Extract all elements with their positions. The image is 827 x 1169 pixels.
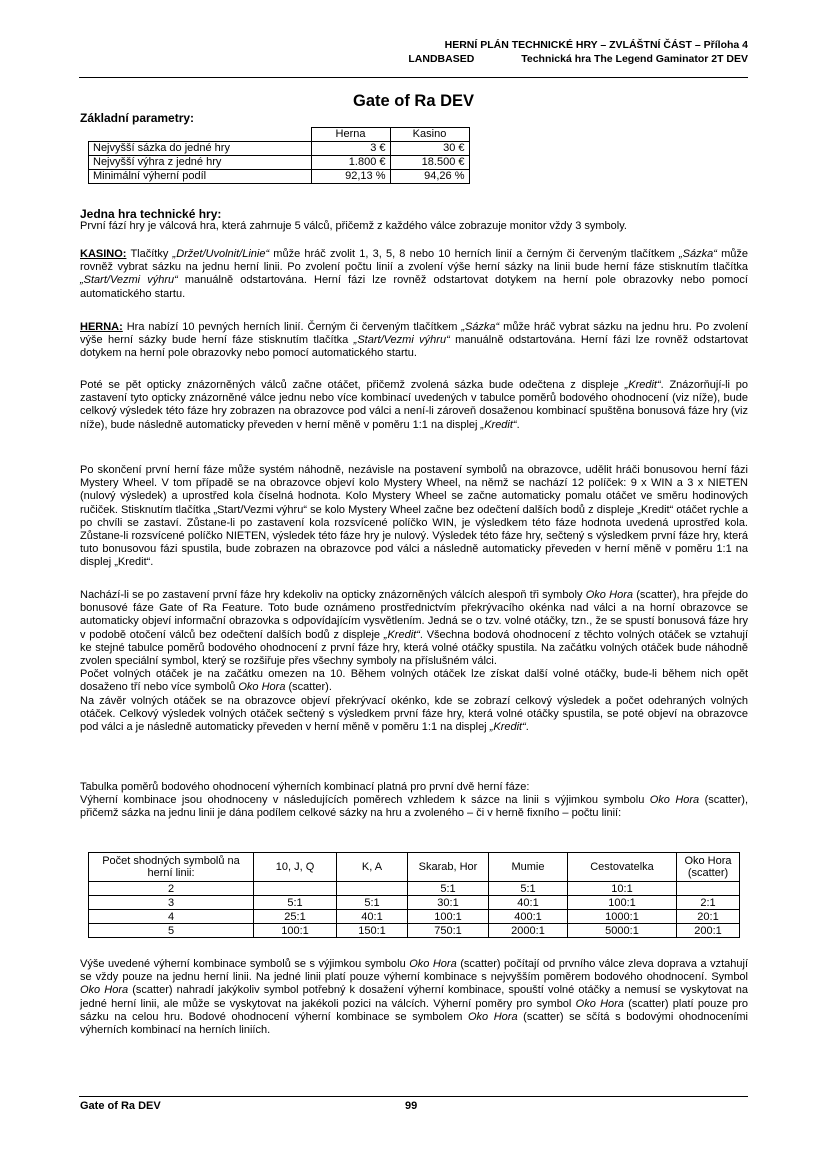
table-row: 3 5:1 5:1 30:1 40:1 100:1 2:1 (89, 896, 740, 910)
header-line-2 (408, 52, 748, 66)
paytable-intro: Tabulka poměrů bodového ohodnocení výherních kombinací platná pro první dvě herní fáze: Výherní kombinace jsou ohodnoceny v následujících poměrech vzhledem k sázce na linii s výjimkou symbolu Oko Hora (scatter), přičemž sázka na jednu linii je dána podílem celkové sázky na hru a zvoleného – či v herně fixního – počtu linií: (80, 781, 748, 820)
game-heading: Jedna hra technické hry: (80, 207, 222, 221)
header-line-1: HERNÍ PLÁN TECHNICKÉ HRY – ZVLÁŠTNÍ ČÁST – Příloha 4 (444, 39, 748, 51)
col-kasino: Kasino (390, 128, 469, 142)
params-table (88, 127, 470, 184)
table-row: 2 5:1 5:1 10:1 (89, 882, 740, 896)
page-header (408, 38, 748, 66)
col-herna: Herna (311, 128, 390, 142)
params-heading: Základní parametry: (80, 111, 195, 125)
herna-paragraph: HERNA: Hra nabízí 10 pevných herních linií. Černým či červeným tlačítkem „Sázka“ může hráč vybrat sázku na jednu hru. Po zvolení výše herní sázky bude herní fáze stisknutím tlačítka „Start/Vezmi výhru“ manuálně odstartována. Herní fázi lze rovněž odstartovat dotykem na herní pole obrazovky nebo pomocí automatického startu. (80, 321, 748, 360)
kasino-keyword: KASINO: (80, 248, 127, 260)
footer-divider (79, 1096, 748, 1097)
mystery-wheel-paragraph: Po skončení první herní fáze může systém náhodně, nezávisle na postavení symbolů na obrazovce, udělit hráči bonusovou herní fázi Mystery Wheel. V tom případě se na obrazovce objeví kolo Mystery Wheel, na němž se nachází 12 políček: 9 x WIN a 3 x NIETEN (nulový výsledek) a uprostřed kola číselná hodnota. Kolo Mystery Wheel se začne automaticky pomalu otáčet ve směru hodinových ručiček. Stisknutím tlačítka „Start/Vezmi výhru“ se kolo Mystery Wheel začne bez odečtení dalších bodů z displeje „Kredit“ otáčet rychle a po chvíli se zastaví. Zůstane-li po zastavení kola rozsvícené políčko WIN, je výsledkem této fáze hodnota uvedená uprostřed kola. Zůstane-li rozsvícené políčko NIETEN, výsledek této fáze hry je nulový. Výsledek této fáze hry, sečtený s výsledkem první fáze hry, která tuto bonusovou fázi spustila, bude zobrazen na obrazovce pod válci a následně automaticky převeden v herní měně v poměru 1:1 na displej „Kredit“. (80, 464, 748, 569)
closing-paragraph: Výše uvedené výherní kombinace symbolů se s výjimkou symbolu Oko Hora (scatter) počítají od prvního válce zleva doprava a vztahují se vždy pouze na jednu herní linii. Na jedné linii platí pouze výherní kombinace s nejvyšším poměrem bodového ohodnocení. Symbol Oko Hora (scatter) nahradí jakýkoliv symbol potřebný k dosažení výherní kombinace, spouští volné otáčky a nemusí se vyskytovat na jedné herní linii, ale může se vyskytovat na jakékoli pozici na válcích. Výherní poměry pro symbol Oko Hora (scatter) platí pouze pro sázku na celou hru. Bodové ohodnocení výherní kombinace se symbolem Oko Hora (scatter) se sčítá s bodovými ohodnoceními výherních kombinací na herních liniích. (80, 958, 749, 1037)
game-intro: První fází hry je válcová hra, která zahrnuje 5 válců, přičemž z každého válce zobrazuje monitor vždy 3 symboly. (80, 220, 627, 232)
paytable-header-row: Počet shodných symbolů na herní linii: 10, J, Q K, A Skarab, Hor Mumie Cestovatelka Oko Hora (scatter) (89, 853, 740, 882)
table-row: Nejvyšší výhra z jedné hry 1.800 € 18.500 € (89, 156, 470, 170)
header-game-name: Technická hra The Legend Gaminator 2T DEV (521, 53, 748, 65)
header-divider (79, 77, 748, 78)
kasino-paragraph: KASINO: Tlačítky „Držet/Uvolnit/Linie“ může hráč zvolit 1, 3, 5, 8 nebo 10 herních linií a černým či červeným tlačítkem „Sázka“ může rovněž vybrat sázku na jednu herní linii. Po zvolení počtu linií a zvolení výše herní sázky na linii bude herní fáze stisknutím tlačítka „Start/Vezmi výhru“ manuálně odstartována. Herní fázi lze rovněž odstartovat dotykem na herní pole obrazovky nebo pomocí automatického startu. (80, 248, 748, 300)
header-landbased: LANDBASED (408, 53, 475, 65)
herna-keyword: HERNA: (80, 321, 123, 333)
params-header-row (89, 128, 470, 142)
paytable (88, 852, 740, 938)
free-spins-paragraph: Nachází-li se po zastavení první fáze hry kdekoliv na opticky znázorněných válcích alespoň tři symboly Oko Hora (scatter), hra přejde do bonusové fáze Gate of Ra Feature. Toto bude oznámeno prostřednictvím překrývacího okénka nad válci a na horní obrazovce se automaticky objeví informační obrazovka s odpovídajícím vysvětlením. Jedná se o tzv. volné otáčky, tzn., že se spustí bonusová fáze hry v podobě otočení válců bez odečtení dalších bodů z displeje „Kredit“. Všechna bodová ohodnocení z těchto volných otáček se vztahují ke stejné tabulce poměrů bodového ohodnocení z první fáze hry, která volné otáčky spustila. Na začátku volných otáček bude náhodně zvolen speciální symbol, který se rozšiřuje přes všechny symboly na příslušném válci. Počet volných otáček je na začátku omezen na 10. Během volných otáček lze získat další volné otáčky, bude-li během nich opět dosaženo tří nebo více symbolů Oko Hora (scatter). Na závěr volných otáček se na obrazovce objeví překrývací okénko, kde se zobrazí celkový výsledek a počet odehraných volných otáček. Celkový výsledek volných otáček sečtený s výsledkem první fáze hry, která volné otáčky spustila, se poté objeví na obrazovce pod válci a je následně automaticky převeden v herní měně v poměru 1:1 na displej „Kredit“. (80, 589, 748, 734)
footer-title: Gate of Ra DEV (80, 1100, 161, 1112)
page-title: Gate of Ra DEV (352, 92, 475, 110)
table-row: 4 25:1 40:1 100:1 400:1 1000:1 20:1 (89, 910, 740, 924)
page-number: 99 (405, 1100, 418, 1112)
table-row: Minimální výherní podíl 92,13 % 94,26 % (89, 170, 470, 184)
reels-paragraph: Poté se pět opticky znázorněných válců začne otáčet, přičemž zvolená sázka bude odečtena z displeje „Kredit“. Znázorňují-li po zastavení tyto opticky znázorněné válce jednu nebo více kombinací uvedených v tabulce poměrů bodového ohodnocení (viz níže), bude celkový výsledek této fáze hry zobrazen na obrazovce pod válci a není-li zároveň dosaženou kombinací spuštěna bonusová fáze hry (viz níže), bude následně automaticky převeden v herní měně v poměru 1:1 na displej „Kredit“. (80, 379, 748, 431)
table-row: Nejvyšší sázka do jedné hry 3 € 30 € (89, 142, 470, 156)
table-row: 5 100:1 150:1 750:1 2000:1 5000:1 200:1 (89, 924, 740, 938)
